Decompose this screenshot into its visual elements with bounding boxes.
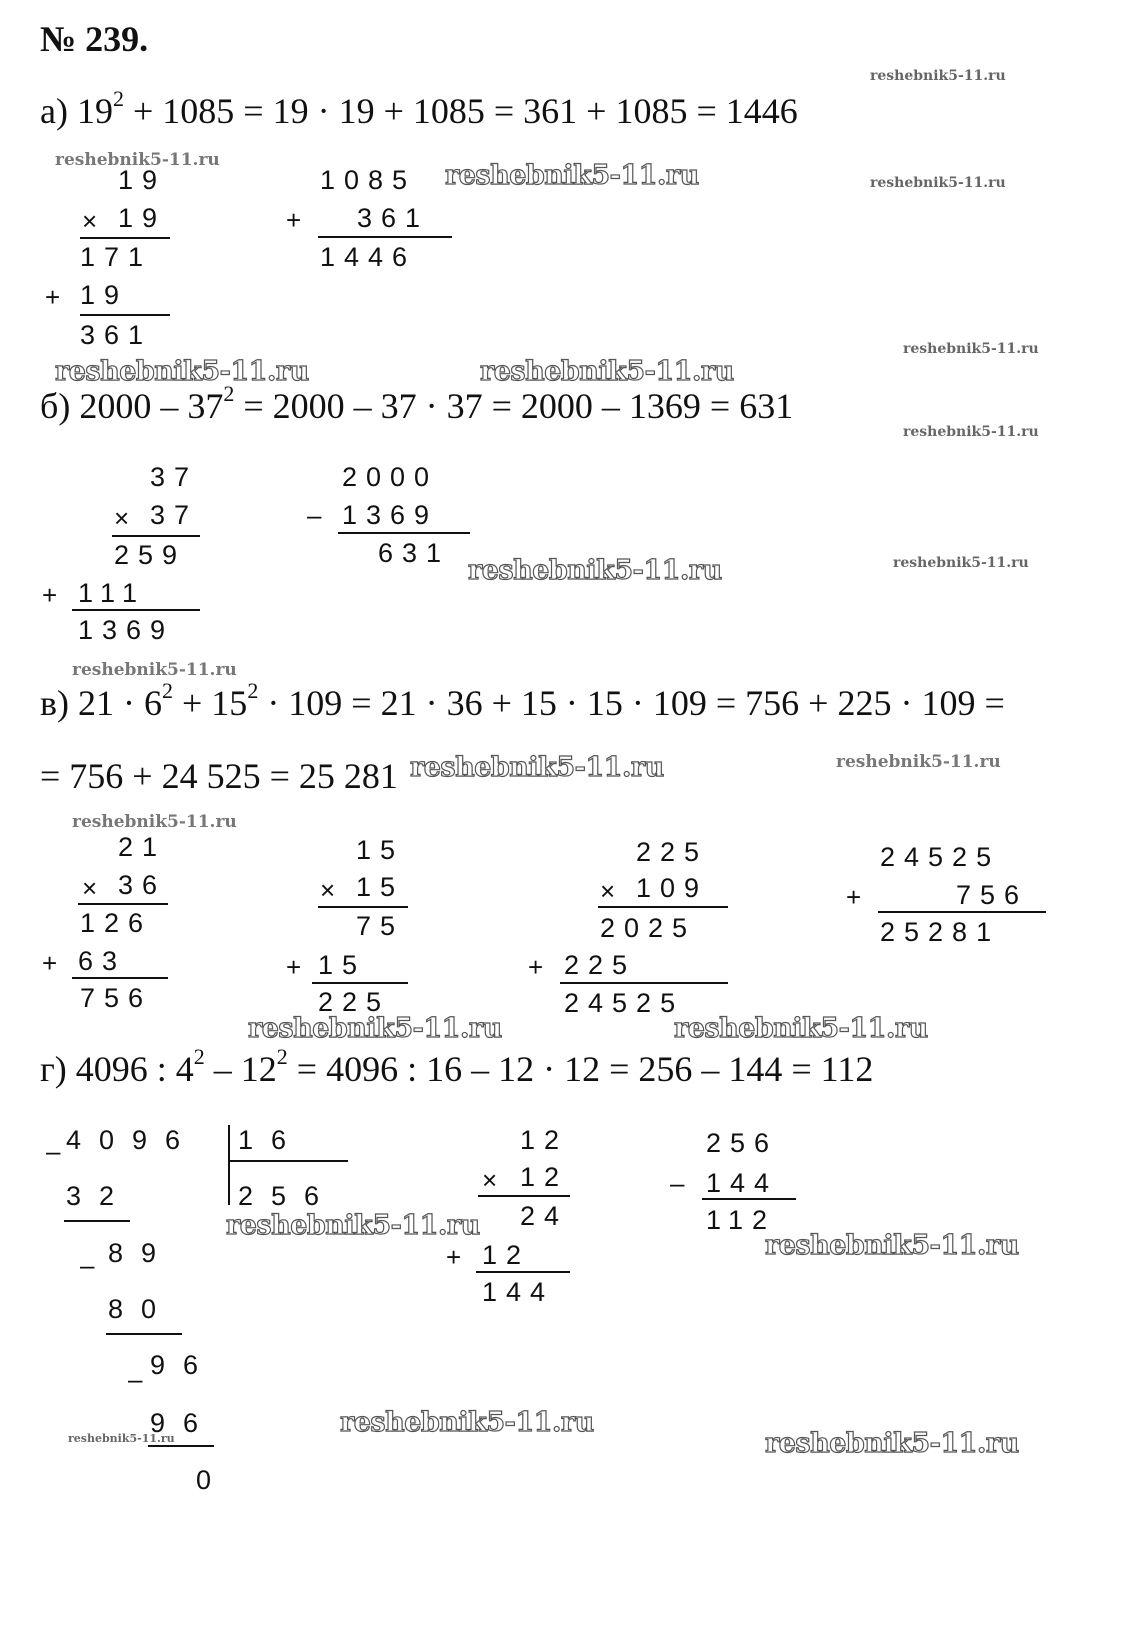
expression-a: а) $19^2 + 1085 = 19 \cdot 19 + 1085 = 361 + 1085 = 1446$ — [40, 86, 798, 131]
watermark: reshebnik5-11.ru — [68, 1432, 175, 1445]
watermark: reshebnik5-11.ru — [55, 150, 220, 170]
watermark: reshebnik5-11.ru — [903, 424, 1039, 440]
page-title: № 239. — [40, 19, 149, 59]
label-c: в) — [40, 683, 69, 723]
watermark: reshebnik5-11.ru — [870, 68, 1006, 84]
watermark: reshebnik5-11.ru — [55, 356, 309, 387]
label-a: а) — [40, 91, 68, 131]
expression-c-line2: = 756 + 24 525 = 25 281 — [40, 756, 398, 796]
watermark: reshebnik5-11.ru — [340, 1407, 594, 1438]
label-d: г) — [40, 1049, 67, 1089]
expression-c: в) $21 \cdot 6^2 + 15^2 \cdot 109 = 21 \cdot 36 + 15 \cdot 15 \cdot 109 = 756 + 225 \cdot 109$ = — [40, 678, 1005, 723]
watermark: reshebnik5-11.ru — [903, 341, 1039, 357]
watermark: reshebnik5-11.ru — [870, 175, 1006, 191]
watermark: reshebnik5-11.ru — [480, 356, 734, 387]
watermark: reshebnik5-11.ru — [765, 1230, 1019, 1261]
watermark: reshebnik5-11.ru — [72, 812, 237, 832]
watermark: reshebnik5-11.ru — [226, 1210, 480, 1241]
watermark: reshebnik5-11.ru — [893, 555, 1029, 571]
watermark: reshebnik5-11.ru — [72, 660, 237, 680]
watermark: reshebnik5-11.ru — [765, 1428, 1019, 1459]
watermark: reshebnik5-11.ru — [836, 752, 1001, 772]
watermark: reshebnik5-11.ru — [445, 160, 699, 191]
watermark: reshebnik5-11.ru — [468, 555, 722, 586]
label-b: б) — [40, 386, 71, 426]
watermark: reshebnik5-11.ru — [248, 1013, 502, 1044]
watermark: reshebnik5-11.ru — [674, 1013, 928, 1044]
expression-d: г) 4096 : $4^2 - 12^2 = 4096$ : 16 – 12 · 12 = 256 – 144 = 112 — [40, 1044, 874, 1089]
expression-b: б) $2000 - 37^2 = 2000 - 37 \cdot 37 = 2000 - 1369 = 631$ — [40, 381, 794, 426]
watermark: reshebnik5-11.ru — [410, 752, 664, 783]
